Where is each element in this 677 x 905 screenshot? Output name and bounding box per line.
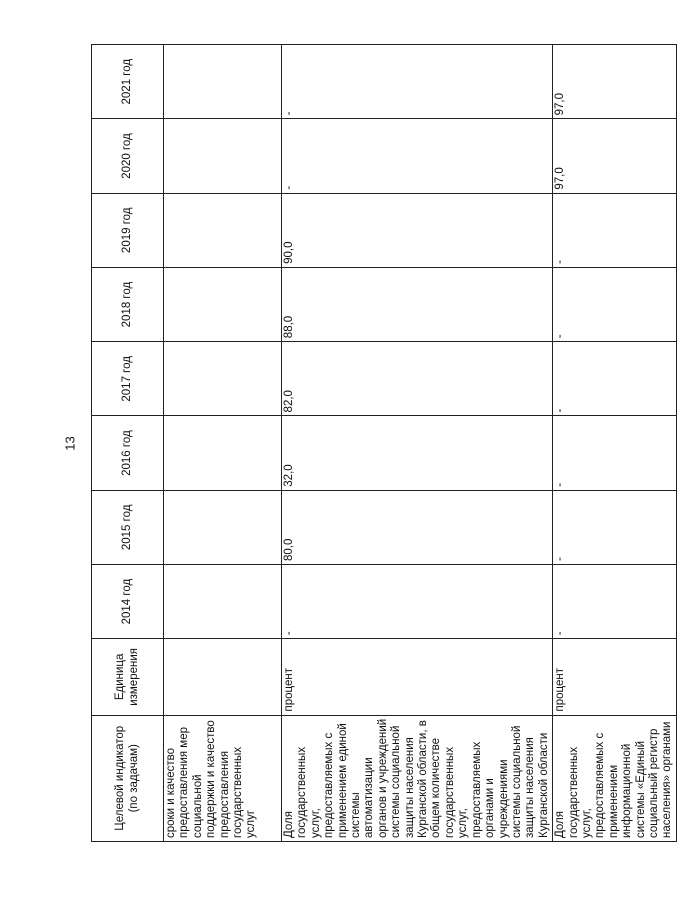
value-cell (164, 119, 282, 193)
target-indicators-table (91, 44, 677, 842)
indicator-cell: Доля государственных услуг, предоставляемых с применением информационной системы «Единый социальный регистр населения» органами (553, 715, 677, 841)
rotated-table-container (91, 44, 674, 842)
value-cell (164, 267, 282, 341)
value-cell: 97,0 (553, 45, 677, 119)
value-cell (164, 193, 282, 267)
header-year: 2017 год (92, 342, 164, 416)
unit-cell: процент (553, 639, 677, 715)
header-row (92, 45, 164, 842)
value-cell: 80,0 (282, 490, 553, 564)
page-number: 13 (62, 436, 78, 451)
header-year: 2018 год (92, 267, 164, 341)
value-cell (164, 45, 282, 119)
value-cell (164, 564, 282, 638)
value-cell: - (282, 119, 553, 193)
table-row (164, 45, 282, 842)
value-cell: - (282, 45, 553, 119)
value-cell: - (553, 490, 677, 564)
value-cell: - (553, 342, 677, 416)
indicator-cell: Доля государственных услуг, предоставляемых с применением единой системы автоматизации органов и учреждений системы социальной защиты населения Курганской области, в общем количестве государственных услуг, предоставляемых органами и учреждениями системы социальной защиты населения Курганской области (282, 715, 553, 841)
value-cell: - (553, 416, 677, 490)
value-cell (164, 416, 282, 490)
header-year: 2014 год (92, 564, 164, 638)
table-row (553, 45, 677, 842)
value-cell (164, 342, 282, 416)
value-cell: 97,0 (553, 119, 677, 193)
header-year: 2016 год (92, 416, 164, 490)
indicator-cell: сроки и качество предоставления мер социальной поддержки и качество предоставления государственных услуг (164, 715, 282, 841)
value-cell: - (553, 193, 677, 267)
table-row (282, 45, 553, 842)
value-cell: - (553, 267, 677, 341)
value-cell: - (553, 564, 677, 638)
unit-cell (164, 639, 282, 715)
value-cell: 90,0 (282, 193, 553, 267)
value-cell: 82,0 (282, 342, 553, 416)
header-year: 2015 год (92, 490, 164, 564)
value-cell (164, 490, 282, 564)
header-year: 2019 год (92, 193, 164, 267)
unit-cell: процент (282, 639, 553, 715)
value-cell: 88,0 (282, 267, 553, 341)
value-cell: - (282, 564, 553, 638)
header-indicator: Целевой индикатор (по задачам) (92, 715, 164, 841)
header-year: 2021 год (92, 45, 164, 119)
value-cell: 32,0 (282, 416, 553, 490)
header-unit: Единица измерения (92, 639, 164, 715)
header-year: 2020 год (92, 119, 164, 193)
